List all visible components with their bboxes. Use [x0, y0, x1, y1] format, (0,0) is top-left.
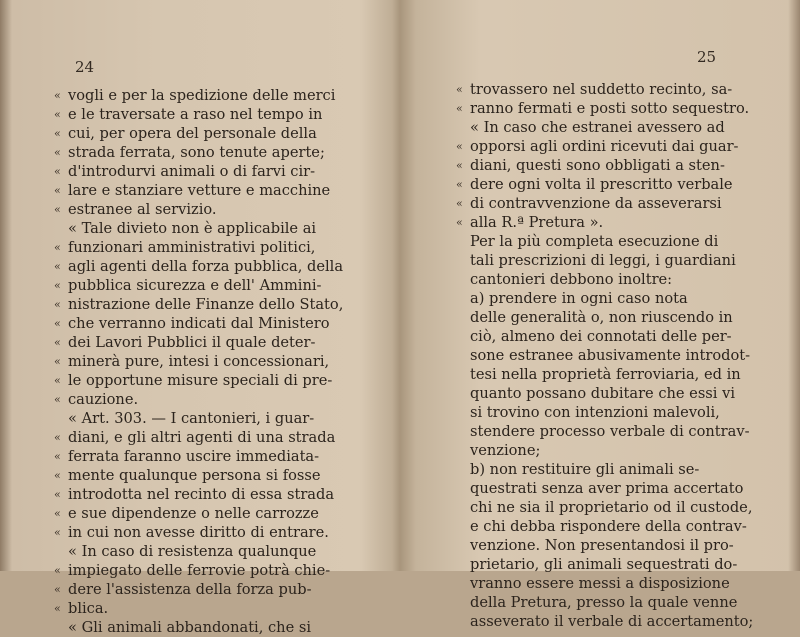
line-text: cui, per opera del personale della	[68, 125, 317, 142]
line-text: mente qualunque persona si fosse	[68, 467, 321, 484]
text-line	[54, 200, 354, 219]
line-text: quanto possano dubitare che essi vi	[470, 385, 736, 402]
text-line	[54, 523, 354, 542]
line-text: venzione. Non presentandosi il pro-	[470, 537, 734, 554]
quote-mark: «	[54, 146, 61, 159]
line-text: estranee al servizio.	[68, 201, 217, 218]
quote-mark: «	[54, 317, 61, 330]
text-line	[456, 156, 770, 175]
text-line	[456, 118, 770, 137]
line-text: diani, e gli altri agenti di una strada	[68, 429, 336, 446]
text-line	[54, 390, 354, 409]
text-line	[54, 409, 354, 428]
line-text: Per la più completa esecuzione di	[470, 233, 719, 250]
line-text: vranno essere messi a disposizione	[470, 575, 730, 592]
quote-mark: «	[54, 564, 61, 577]
text-line	[456, 232, 770, 251]
quote-mark: «	[54, 298, 61, 311]
quote-mark: «	[54, 203, 61, 216]
text-line	[54, 561, 354, 580]
line-text: e le traversate a raso nel tempo in	[68, 106, 323, 123]
line-text: blica.	[68, 600, 109, 617]
line-text: tali prescrizioni di leggi, i guardiani	[470, 252, 736, 269]
quote-mark: «	[456, 159, 463, 172]
line-text: « In caso di resistenza qualunque	[68, 543, 317, 560]
line-text: chi ne sia il proprietario od il custode,	[470, 499, 753, 516]
text-line	[54, 295, 354, 314]
quote-mark: «	[54, 507, 61, 520]
text-line	[456, 536, 770, 555]
text-line	[456, 80, 770, 99]
quote-mark: «	[54, 355, 61, 368]
text-line	[456, 479, 770, 498]
line-text: delle generalità o, non riuscendo in	[470, 309, 733, 326]
line-text: in cui non avesse diritto di entrare.	[68, 524, 329, 541]
text-line	[54, 333, 354, 352]
line-text: sone estranee abusivamente introdot-	[470, 347, 751, 364]
quote-mark: «	[456, 102, 463, 115]
text-line	[54, 466, 354, 485]
quote-mark: «	[54, 583, 61, 596]
line-text: funzionari amministrativi politici,	[68, 239, 316, 256]
text-line	[456, 251, 770, 270]
page-number: 25	[697, 48, 717, 66]
line-text: « In caso che estranei avessero ad	[470, 119, 725, 136]
line-text: diani, questi sono obbligati a sten-	[470, 157, 725, 174]
line-text: stendere processo verbale di contrav-	[470, 423, 750, 440]
text-line	[456, 574, 770, 593]
quote-mark: «	[54, 108, 61, 121]
text-line	[456, 517, 770, 536]
quote-mark: «	[456, 197, 463, 210]
line-text: dere l'assistenza della forza pub-	[68, 581, 312, 598]
text-line	[54, 162, 354, 181]
text-line	[456, 99, 770, 118]
line-text: « Tale divieto non è applicabile ai	[68, 220, 317, 237]
line-text: strada ferrata, sono tenute aperte;	[68, 144, 325, 161]
text-line	[456, 612, 770, 631]
text-line	[456, 175, 770, 194]
text-line	[54, 580, 354, 599]
quote-mark: «	[54, 89, 61, 102]
text-line	[456, 460, 770, 479]
text-line	[54, 257, 354, 276]
text-line	[54, 181, 354, 200]
text-line	[54, 542, 354, 561]
text-line	[54, 143, 354, 162]
line-text: minerà pure, intesi i concessionari,	[68, 353, 330, 370]
text-line	[456, 289, 770, 308]
line-text: « Gli animali abbandonati, che si	[68, 619, 312, 636]
quote-mark: «	[54, 241, 61, 254]
text-line	[456, 137, 770, 156]
line-text: prietario, gli animali sequestrati do-	[470, 556, 738, 573]
text-line	[456, 346, 770, 365]
text-line	[456, 365, 770, 384]
quote-mark: «	[54, 450, 61, 463]
line-text: di contravvenzione da asseverarsi	[470, 195, 722, 212]
quote-mark: «	[456, 83, 463, 96]
quote-mark: «	[54, 165, 61, 178]
text-line	[54, 599, 354, 618]
text-line	[456, 441, 770, 460]
left-page	[0, 0, 398, 636]
line-text: introdotta nel recinto di essa strada	[68, 486, 335, 503]
quote-mark: «	[54, 184, 61, 197]
left-page-text	[54, 86, 354, 637]
line-text: venzione;	[470, 442, 541, 459]
quote-mark: «	[54, 602, 61, 615]
line-text: ferrata faranno uscire immediata-	[68, 448, 320, 465]
text-line	[456, 384, 770, 403]
line-text: e sue dipendenze o nelle carrozze	[68, 505, 319, 522]
quote-mark: «	[54, 488, 61, 501]
quote-mark: «	[456, 140, 463, 153]
quote-mark: «	[456, 216, 463, 229]
line-text: cantonieri debbono inoltre:	[470, 271, 673, 288]
line-text: e chi debba rispondere della contrav-	[470, 518, 747, 535]
right-page-text	[456, 80, 770, 631]
line-text: alla R.ª Pretura ».	[470, 214, 604, 231]
text-line	[54, 504, 354, 523]
text-line	[54, 618, 354, 637]
line-text: asseverato il verbale di accertamento;	[470, 613, 754, 630]
text-line	[456, 327, 770, 346]
text-line	[54, 371, 354, 390]
text-line	[456, 498, 770, 517]
line-text: cauzione.	[68, 391, 139, 408]
quote-mark: «	[54, 127, 61, 140]
line-text: d'introdurvi animali o di farvi cir-	[68, 163, 316, 180]
quote-mark: «	[54, 336, 61, 349]
text-line	[456, 194, 770, 213]
line-text: vogli e per la spedizione delle merci	[68, 87, 336, 104]
text-line	[54, 105, 354, 124]
text-line	[456, 308, 770, 327]
quote-mark: «	[54, 279, 61, 292]
line-text: ciò, almeno dei connotati delle per-	[470, 328, 732, 345]
line-text: a) prendere in ogni caso nota	[470, 290, 688, 307]
text-line	[456, 403, 770, 422]
text-line	[456, 422, 770, 441]
line-text: tesi nella proprietà ferroviaria, ed in	[470, 366, 741, 383]
quote-mark: «	[456, 178, 463, 191]
line-text: della Pretura, presso la quale venne	[470, 594, 738, 611]
page-number: 24	[75, 58, 95, 76]
line-text: agli agenti della forza pubblica, della	[68, 258, 344, 275]
line-text: opporsi agli ordini ricevuti dai guar-	[470, 138, 739, 155]
line-text: pubblica sicurezza e dell' Ammini-	[68, 277, 322, 294]
text-line	[54, 447, 354, 466]
quote-mark: «	[54, 431, 61, 444]
line-text: trovassero nel suddetto recinto, sa-	[470, 81, 733, 98]
text-line	[54, 428, 354, 447]
text-line	[456, 213, 770, 232]
quote-mark: «	[54, 526, 61, 539]
quote-mark: «	[54, 374, 61, 387]
text-line	[54, 238, 354, 257]
text-line	[54, 276, 354, 295]
line-text: ranno fermati e posti sotto sequestro.	[470, 100, 750, 117]
line-text: questrati senza aver prima accertato	[470, 480, 744, 497]
quote-mark: «	[54, 469, 61, 482]
line-text: che verranno indicati dal Ministero	[68, 315, 330, 332]
text-line	[54, 352, 354, 371]
line-text: dei Lavori Pubblici il quale deter-	[68, 334, 316, 351]
text-line	[54, 314, 354, 333]
line-text: « Art. 303. — I cantonieri, i guar-	[68, 410, 315, 427]
text-line	[54, 485, 354, 504]
line-text: le opportune misure speciali di pre-	[68, 372, 333, 389]
right-page	[402, 0, 800, 630]
line-text: lare e stanziare vetture e macchine	[68, 182, 331, 199]
line-text: si trovino con intenzioni malevoli,	[470, 404, 720, 421]
text-line	[456, 593, 770, 612]
text-line	[54, 124, 354, 143]
text-line	[54, 86, 354, 105]
quote-mark: «	[54, 393, 61, 406]
text-line	[54, 219, 354, 238]
line-text: dere ogni volta il prescritto verbale	[470, 176, 733, 193]
text-line	[456, 270, 770, 289]
text-line	[456, 555, 770, 574]
quote-mark: «	[54, 260, 61, 273]
line-text: b) non restituire gli animali se-	[470, 461, 700, 478]
line-text: nistrazione delle Finanze dello Stato,	[68, 296, 344, 313]
line-text: impiegato delle ferrovie potrà chie-	[68, 562, 331, 579]
